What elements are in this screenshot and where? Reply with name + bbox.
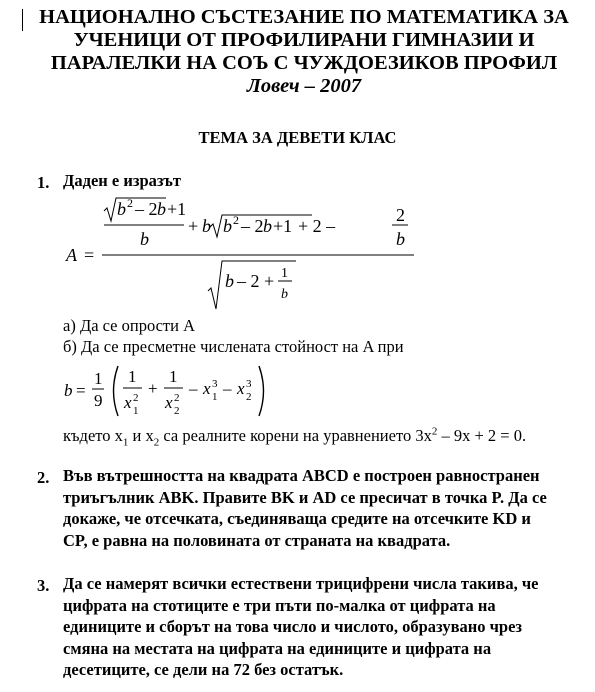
- svg-text:x: x: [203, 379, 211, 398]
- title-line-3: ПАРАЛЕЛКИ НА СОЪ С ЧУЖДОЕЗИКОВ ПРОФИЛ: [50, 52, 558, 74]
- svg-text:2: 2: [174, 392, 180, 404]
- problem-2-text: [63, 465, 547, 551]
- problem-3-line-1: Да се намерят всички естествени трицифрени числа такива, че: [63, 574, 539, 593]
- svg-text:b: b: [281, 287, 288, 302]
- svg-text:x: x: [237, 379, 245, 398]
- svg-text:b: b: [140, 229, 149, 249]
- problem-2-line-1: Във вътрешността на квадрата ABCD е построен равностранен: [63, 466, 540, 485]
- problem-1-intro: Даден е изразът: [63, 171, 181, 190]
- svg-text:=: =: [76, 381, 86, 400]
- problem-3-text: [63, 573, 538, 681]
- svg-text:2: 2: [174, 405, 180, 417]
- problem-1-where: [63, 425, 526, 447]
- svg-text:– 2: – 2: [241, 216, 264, 236]
- where-mid: и x: [128, 426, 154, 445]
- svg-text:2: 2: [246, 391, 252, 403]
- svg-text:b: b: [396, 229, 405, 249]
- title-line-1: НАЦИОНАЛНО СЪСТЕЗАНИЕ ПО МАТЕМАТИКА ЗА: [39, 6, 569, 28]
- svg-text:2: 2: [133, 392, 139, 404]
- text-cursor: [22, 9, 23, 31]
- svg-text:=: =: [84, 245, 95, 265]
- svg-text:1: 1: [133, 405, 139, 417]
- sub-2: 2: [153, 436, 160, 449]
- svg-text:A: A: [66, 245, 77, 265]
- svg-text:b: b: [202, 216, 211, 236]
- problem-3-line-4: смяна на местата на цифрата на единиците и цифрата на: [63, 638, 492, 658]
- svg-text:+1: +1: [167, 199, 187, 219]
- formula-b: [60, 360, 300, 422]
- formula-a: [60, 195, 420, 315]
- svg-text:2: 2: [127, 196, 133, 210]
- svg-text:1: 1: [212, 391, 218, 403]
- svg-text:b: b: [263, 216, 272, 236]
- where-end: – 9x + 2 = 0.: [437, 426, 527, 445]
- problem-2-line-2: триъгълник ABK. Правите BK и AD се пресичат в точка P. Да се: [63, 487, 547, 507]
- svg-text:1: 1: [169, 367, 178, 386]
- place-year: Ловеч – 2007: [246, 75, 362, 97]
- problem-2-number: 2.: [37, 468, 50, 487]
- problem-1-part-b: б) Да се пресметне числената стойност на A при: [63, 337, 404, 356]
- svg-text:b: b: [225, 271, 234, 291]
- svg-text:b: b: [64, 381, 73, 400]
- where-prefix: където x: [63, 426, 123, 445]
- svg-text:2: 2: [396, 205, 405, 225]
- sup-2: 2: [431, 425, 438, 438]
- problem-3-line-3: единиците и сборът на това число и числото, образувано чрез: [63, 617, 523, 636]
- svg-text:9: 9: [94, 391, 103, 410]
- problem-1-part-a: а) Да се опрости A: [63, 316, 196, 335]
- svg-text:–: –: [189, 379, 198, 398]
- svg-text:x: x: [124, 393, 132, 412]
- svg-text:– 2: – 2: [135, 199, 158, 219]
- svg-text:1: 1: [281, 266, 288, 281]
- svg-text:– 2 +: – 2 +: [237, 271, 275, 291]
- svg-text:2: 2: [233, 213, 239, 227]
- where-rest: са реалните корени на уравнението 3x: [159, 426, 432, 445]
- problem-1-number: 1.: [37, 173, 50, 192]
- title-line-2: УЧЕНИЦИ ОТ ПРОФИЛИРАНИ ГИМНАЗИИ И: [73, 29, 535, 51]
- svg-text:3: 3: [212, 378, 218, 390]
- document-title: [24, 6, 584, 98]
- problem-3-number: 3.: [37, 576, 50, 595]
- problem-3-line-2: цифрата на стотиците е три пъти по-малка от цифрата на: [63, 595, 496, 615]
- svg-text:3: 3: [246, 378, 252, 390]
- subject-heading: ТЕМА ЗА ДЕВЕТИ КЛАС: [198, 128, 397, 147]
- svg-text:+: +: [188, 216, 199, 236]
- svg-text:+ 2 –: + 2 –: [298, 216, 336, 236]
- svg-text:–: –: [223, 379, 232, 398]
- svg-text:1: 1: [94, 369, 103, 388]
- problem-3-line-5: десетиците, се дели на 72 без остатък.: [63, 660, 344, 679]
- svg-text:+1: +1: [273, 216, 293, 236]
- svg-text:1: 1: [128, 367, 137, 386]
- problem-2-line-3: докаже, че отсечката, съединяваща средите на отсечките KD и: [63, 509, 531, 528]
- svg-text:b: b: [157, 199, 166, 219]
- svg-text:x: x: [165, 393, 173, 412]
- sub-1: 1: [122, 436, 129, 449]
- svg-text:b: b: [117, 199, 126, 219]
- svg-text:+: +: [148, 379, 158, 398]
- svg-text:b: b: [223, 216, 232, 236]
- problem-2-line-4: CP, е равна на половината от страната на квадрата.: [63, 530, 451, 550]
